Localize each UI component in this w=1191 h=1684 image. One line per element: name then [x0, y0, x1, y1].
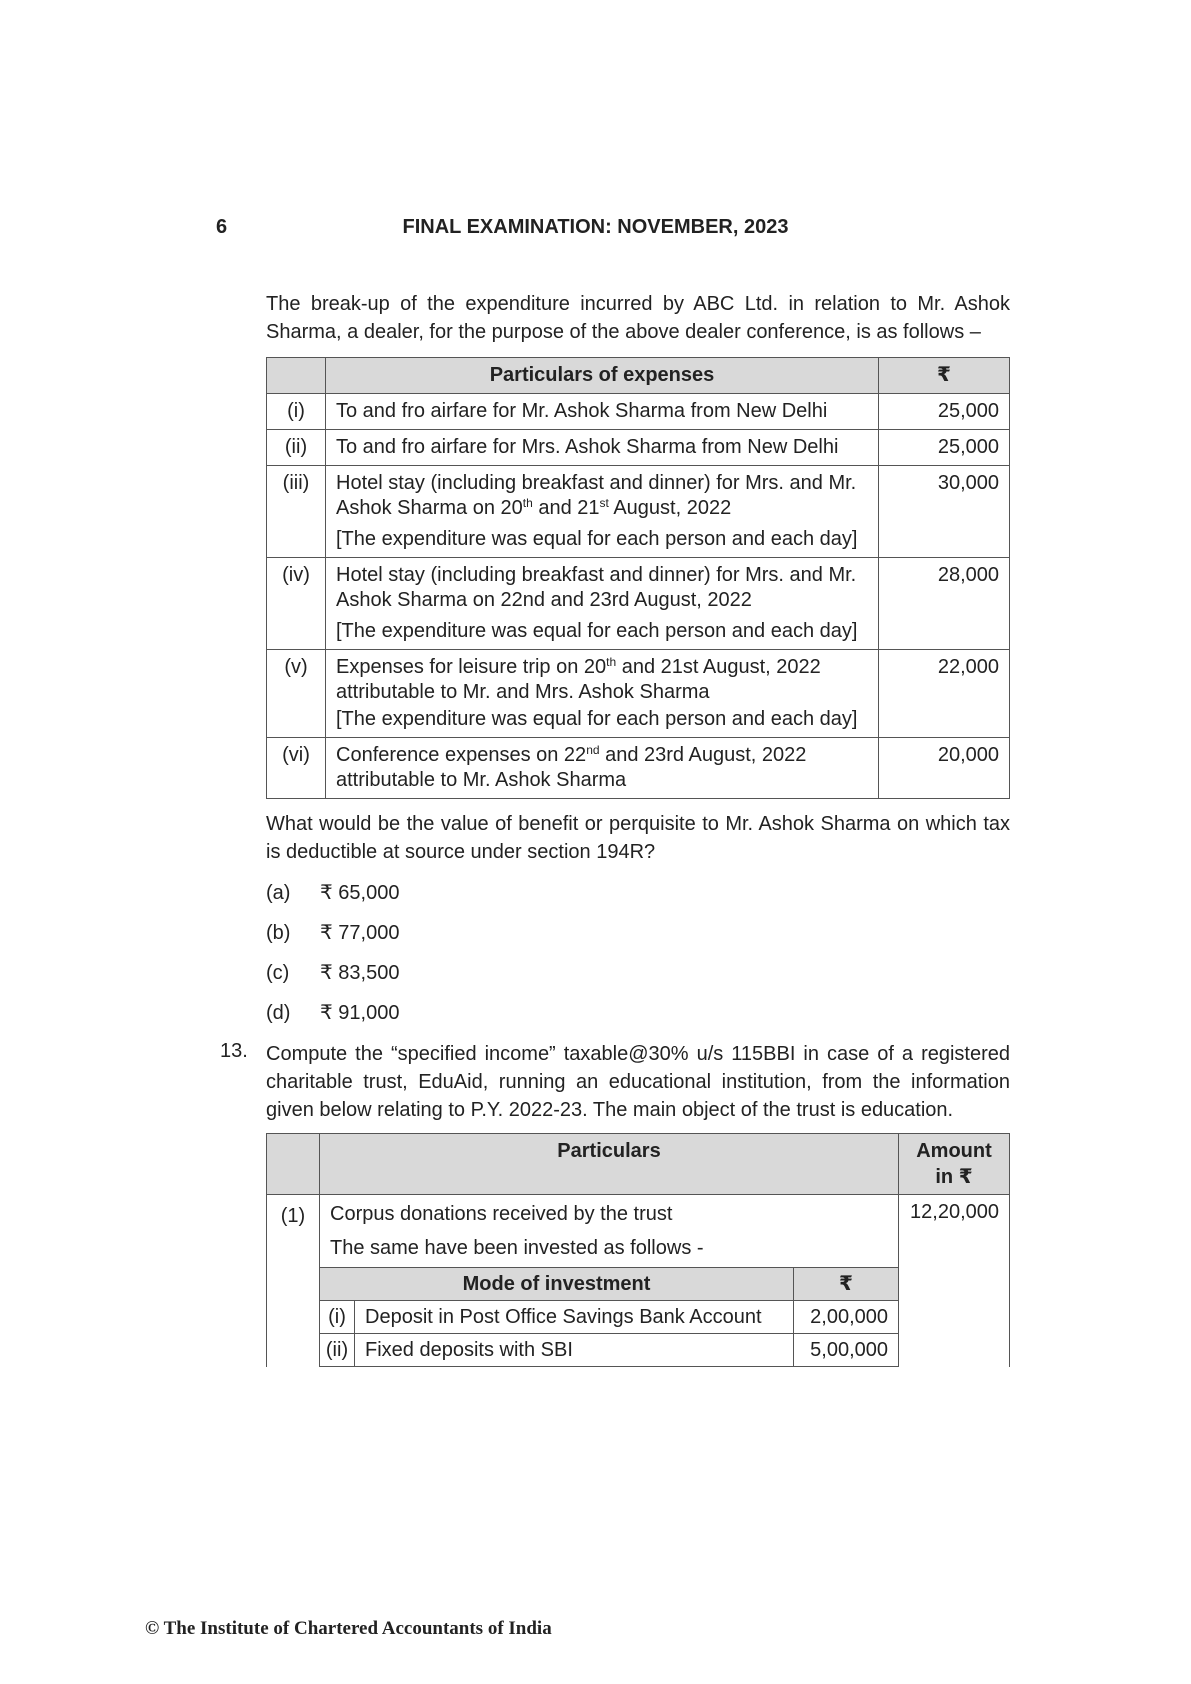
table-row [267, 558, 1010, 650]
row-amount: 22,000 [879, 650, 1010, 738]
table-header-row [267, 1134, 1010, 1195]
row-number: (v) [267, 650, 326, 738]
table-row [267, 466, 1010, 558]
option-c: (c) ₹ 83,500 [266, 962, 400, 984]
row-amount: 12,20,000 [899, 1195, 1010, 1368]
row-number: (i) [320, 1301, 355, 1334]
row-note: [The expenditure was equal for each person and each day] [336, 528, 858, 550]
table-header-amount: Amount in ₹ [899, 1134, 1010, 1195]
table-row [267, 430, 1010, 466]
row-number: (i) [267, 394, 326, 430]
row-number: (1) [267, 1195, 320, 1368]
row-number: (ii) [320, 1334, 355, 1367]
table-header-blank [267, 358, 326, 394]
table-row [267, 394, 1010, 430]
row-number: (iii) [267, 466, 326, 558]
row-description: Hotel stay (including breakfast and dinner) for Mrs. and Mr. Ashok Sharma on 22nd and 23rd August, 2022 [The expenditure was equal for each person and each day] [326, 558, 879, 650]
question-13-text: Compute the “specified income” taxable@30% u/s 115BBI in case of a registered charitable trust, EduAid, running an educational institution, from the information given below relating to P.Y. 2022-23. The main object of the trust is education. [266, 1043, 1010, 1121]
option-b: (b) ₹ 77,000 [266, 922, 400, 944]
row-amount: 25,000 [879, 430, 1010, 466]
row-number: (vi) [267, 738, 326, 799]
question-number: 13. [220, 1040, 248, 1062]
table-header-particulars: Particulars of expenses [326, 358, 879, 394]
row-amount: 28,000 [879, 558, 1010, 650]
row-description: Expenses for leisure trip on 20th and 21st August, 2022 attributable to Mr. and Mrs. Ashok Sharma [The expenditure was equal for each person and each day] [326, 650, 879, 738]
row-amount: 20,000 [879, 738, 1010, 799]
table-header-particulars: Particulars [320, 1134, 899, 1195]
footer-copyright: © The Institute of Chartered Accountants of India [145, 1618, 552, 1639]
table-header-row [267, 358, 1010, 394]
inner-header-mode: Mode of investment [320, 1268, 794, 1301]
row-description: Conference expenses on 22nd and 23rd August, 2022 attributable to Mr. Ashok Sharma [326, 738, 879, 799]
row-description: To and fro airfare for Mrs. Ashok Sharma from New Delhi [326, 430, 879, 466]
table-row [320, 1334, 898, 1367]
table-row [267, 1195, 1010, 1368]
option-d: (d) ₹ 91,000 [266, 1002, 400, 1024]
row-number: (iv) [267, 558, 326, 650]
table-row [320, 1301, 898, 1334]
question-paragraph: What would be the value of benefit or perquisite to Mr. Ashok Sharma on which tax is deductible at source under section 194R? [266, 813, 1010, 863]
page-header: FINAL EXAMINATION: NOVEMBER, 2023 [402, 216, 789, 238]
row-number: (ii) [267, 430, 326, 466]
expenses-table [266, 357, 1010, 799]
intro-paragraph: The break-up of the expenditure incurred by ABC Ltd. in relation to Mr. Ashok Sharma, a dealer, for the purpose of the above dealer conference, is as follows – [266, 293, 1010, 343]
row-description: Deposit in Post Office Savings Bank Account [355, 1301, 794, 1334]
row-description: Fixed deposits with SBI [355, 1334, 794, 1367]
table-header-rupee: ₹ [879, 358, 1010, 394]
table-row [267, 650, 1010, 738]
row-note: [The expenditure was equal for each person and each day] [336, 708, 858, 730]
row-amount: 5,00,000 [794, 1334, 899, 1367]
row-amount: 2,00,000 [794, 1301, 899, 1334]
row-amount: 30,000 [879, 466, 1010, 558]
row-amount: 25,000 [879, 394, 1010, 430]
row-description: Corpus donations received by the trust The same have been invested as follows - Mode of investment ₹ (i) Deposit in Post Office Savings Bank Account 2,00,000 (ii) Fixed deposits with SBI 5,00,000 [320, 1195, 899, 1368]
row-description: To and fro airfare for Mr. Ashok Sharma from New Delhi [326, 394, 879, 430]
row-note: [The expenditure was equal for each person and each day] [336, 620, 858, 642]
investment-table [320, 1267, 898, 1367]
table-header-blank [267, 1134, 320, 1195]
page-number: 6 [216, 216, 228, 238]
trust-table [266, 1133, 1010, 1367]
option-a: (a) ₹ 65,000 [266, 882, 400, 904]
table-row [267, 738, 1010, 799]
inner-header-rupee: ₹ [794, 1268, 899, 1301]
row-description: Hotel stay (including breakfast and dinner) for Mrs. and Mr. Ashok Sharma on 20th and 21st August, 2022 [The expenditure was equal for each person and each day] [326, 466, 879, 558]
table-header-row [320, 1268, 898, 1301]
